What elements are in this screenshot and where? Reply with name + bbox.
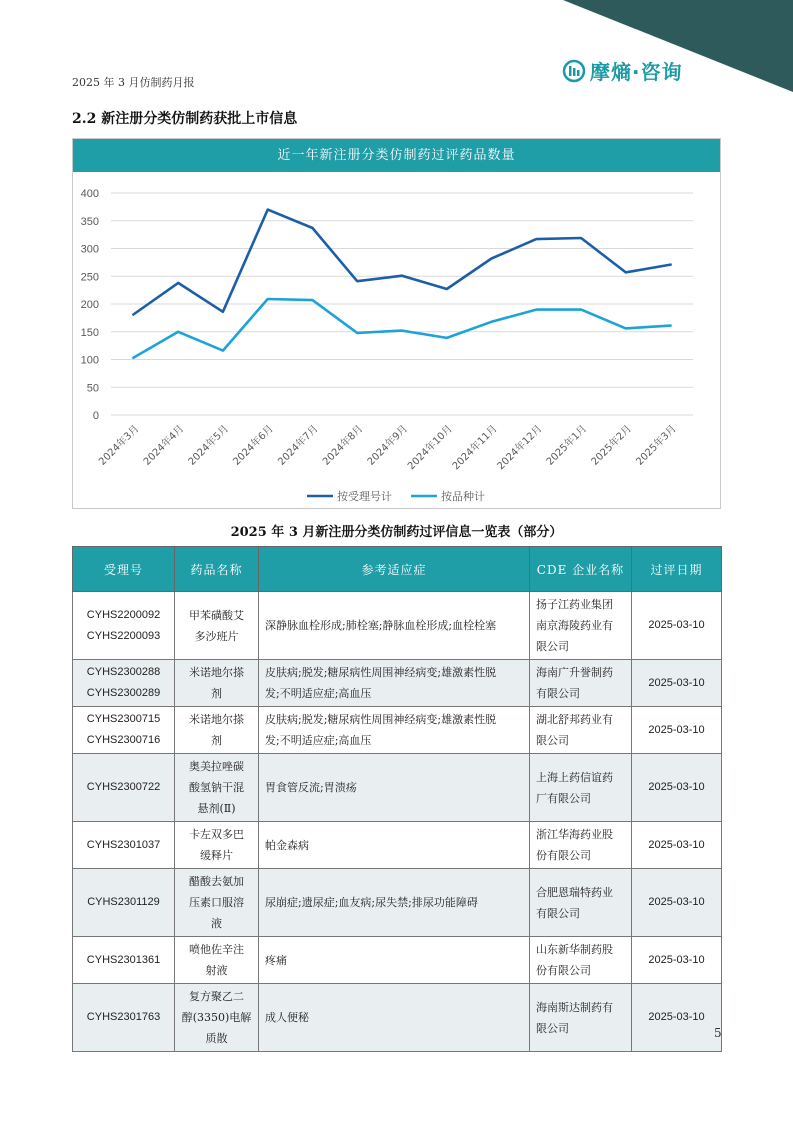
date-cell: 2025-03-10 <box>632 822 722 869</box>
indication-cell <box>259 707 530 754</box>
x-tick-label: 2024年6月 <box>231 423 276 468</box>
x-tick-label: 2024年9月 <box>365 423 411 468</box>
drug-name-cell-line: 射液 <box>205 964 228 977</box>
table-row <box>73 707 722 754</box>
company-cell-line: 南京海陵药业有 <box>536 619 613 632</box>
logo <box>562 56 683 85</box>
company-cell <box>530 984 632 1052</box>
indication-cell <box>259 869 530 937</box>
x-tick-label: 2024年11月 <box>450 423 500 473</box>
company-cell-line: 限公司 <box>536 734 569 747</box>
indication-cell-line: 成人便秘 <box>265 1011 309 1024</box>
acceptance-no-cell-line: CYHS2301361 <box>86 953 161 966</box>
legend-label: 按受理号计 <box>337 490 392 503</box>
drug-name-cell <box>175 592 259 660</box>
indication-cell <box>259 592 530 660</box>
y-tick-label: 200 <box>80 299 99 311</box>
table-row <box>73 869 722 937</box>
table-row <box>73 592 722 660</box>
drug-name-cell-line: 剂 <box>211 687 222 700</box>
drug-name-cell-line: 复方聚乙二 <box>189 990 244 1003</box>
indication-cell <box>259 984 530 1052</box>
indication-cell <box>259 822 530 869</box>
drug-name-cell-line: 米诺地尔搽 <box>189 713 244 726</box>
company-cell-line: 限公司 <box>536 640 569 653</box>
company-cell-line: 厂有限公司 <box>536 791 591 805</box>
company-cell-line: 浙江华海药业股 <box>536 828 613 841</box>
table-row <box>73 984 722 1052</box>
chart-container <box>72 138 721 509</box>
drug-name-cell-line: 压素口服溶 <box>189 896 244 909</box>
date-cell: 2025-03-10 <box>632 592 722 660</box>
drug-name-cell <box>175 660 259 707</box>
acceptance-no-cell-line: CYHS2301037 <box>86 838 161 851</box>
y-tick-label: 250 <box>80 271 99 284</box>
indication-cell-line: 发;不明适应症;高血压 <box>265 687 372 700</box>
drug-table <box>72 546 722 1052</box>
drug-name-cell-line: 酸氢钠干混 <box>189 781 244 794</box>
x-tick-label: 2025年3月 <box>634 423 679 468</box>
indication-cell-line: 皮肤病;脱发;糖尿病性周围神经病变;雄激素性脱 <box>265 666 497 679</box>
table-header-row <box>73 547 722 592</box>
drug-name-cell-line: 卡左双多巴 <box>189 828 244 841</box>
company-cell <box>530 754 632 822</box>
y-tick-label: 150 <box>80 326 99 339</box>
y-tick-label: 100 <box>80 354 99 367</box>
drug-name-cell-line: 多沙班片 <box>194 629 239 643</box>
x-tick-label: 2024年5月 <box>186 423 232 468</box>
company-cell-line: 份有限公司 <box>536 849 591 862</box>
indication-cell-line: 帕金森病 <box>265 838 309 852</box>
indication-cell-line: 尿崩症;遗尿症;血友病;尿失禁;排尿功能障碍 <box>265 896 478 909</box>
acceptance-no-cell-line: CYHS2200092 <box>86 608 161 621</box>
logo-icon <box>562 59 586 83</box>
acceptance-no-cell <box>73 822 175 869</box>
company-cell-line: 份有限公司 <box>536 964 591 977</box>
table-row <box>73 937 722 984</box>
drug-name-cell-line: 米诺地尔搽 <box>189 666 244 679</box>
indication-cell-line: 发;不明适应症;高血压 <box>265 734 372 747</box>
drug-name-cell-line: 悬剂(Ⅱ) <box>197 802 236 815</box>
logo-text: 摩熵·咨询 <box>590 60 683 84</box>
indication-cell-line: 胃食管反流;胃溃疡 <box>265 781 357 794</box>
drug-name-cell-line: 液 <box>211 917 222 930</box>
drug-name-cell <box>175 984 259 1052</box>
indication-cell <box>259 754 530 822</box>
drug-name-cell-line: 喷他佐辛注 <box>189 943 244 956</box>
col-header-date: 过评日期 <box>632 547 722 592</box>
acceptance-no-cell-line: CYHS2301129 <box>87 896 160 908</box>
report-header: 2025 年 3 月仿制药月报 <box>72 76 195 89</box>
acceptance-no-cell <box>73 937 175 984</box>
x-tick-label: 2025年1月 <box>544 423 590 468</box>
acceptance-no-cell-line: CYHS2301763 <box>86 1011 161 1023</box>
company-cell <box>530 937 632 984</box>
line-chart <box>73 172 722 509</box>
drug-name-cell <box>175 822 259 869</box>
company-cell-line: 限公司 <box>536 1021 569 1035</box>
x-tick-label: 2024年10月 <box>405 423 455 473</box>
indication-cell-line: 深静脉血栓形成;肺栓塞;静脉血栓形成;血栓栓塞 <box>265 619 497 632</box>
company-cell-line: 上海上药信谊药 <box>536 770 613 784</box>
drug-name-cell-line: 甲苯磺酸艾 <box>189 608 244 622</box>
x-tick-label: 2024年7月 <box>276 423 321 468</box>
drug-name-cell <box>175 869 259 937</box>
company-cell <box>530 822 632 869</box>
company-cell-line: 海南广升誉制药 <box>536 666 613 679</box>
company-cell-line: 湖北舒邦药业有 <box>536 713 613 726</box>
acceptance-no-cell <box>73 984 175 1052</box>
indication-cell <box>259 937 530 984</box>
company-cell <box>530 660 632 707</box>
table-row <box>73 822 722 869</box>
drug-name-cell-line: 醋酸去氨加 <box>189 875 244 888</box>
drug-name-cell-line: 醇(3350)电解 <box>181 1011 252 1024</box>
chart-title: 近一年新注册分类仿制药过评药品数量 <box>73 139 720 172</box>
y-tick-label: 300 <box>80 243 99 256</box>
col-header-acceptance-no: 受理号 <box>73 547 175 592</box>
y-tick-label: 0 <box>92 410 99 422</box>
indication-cell <box>259 660 530 707</box>
acceptance-no-cell <box>73 754 175 822</box>
acceptance-no-cell-line: CYHS2300289 <box>86 687 161 699</box>
company-cell-line: 海南斯达制药有 <box>536 1000 613 1014</box>
indication-cell-line: 疼痛 <box>265 953 287 967</box>
company-cell-line: 有限公司 <box>536 687 580 700</box>
acceptance-no-cell <box>73 869 175 937</box>
date-cell: 2025-03-10 <box>632 707 722 754</box>
col-header-company: CDE 企业名称 <box>530 547 632 592</box>
legend-label: 按品种计 <box>441 490 485 503</box>
acceptance-no-cell-line: CYHS2300722 <box>86 781 161 793</box>
acceptance-no-cell <box>73 707 175 754</box>
company-cell <box>530 869 632 937</box>
drug-name-cell-line: 奥美拉唑碳 <box>189 760 244 773</box>
col-header-indication: 参考适应症 <box>259 547 530 592</box>
col-header-drug-name: 药品名称 <box>175 547 259 592</box>
x-tick-label: 2024年3月 <box>97 423 142 468</box>
table-title: 2025 年 3 月新注册分类仿制药过评信息一览表（部分） <box>230 525 563 540</box>
drug-name-cell <box>175 707 259 754</box>
section-title: 2.2 新注册分类仿制药获批上市信息 <box>72 111 298 127</box>
y-tick-label: 50 <box>86 382 99 395</box>
acceptance-no-cell <box>73 660 175 707</box>
date-cell: 2025-03-10 <box>632 937 722 984</box>
indication-cell-line: 皮肤病;脱发;糖尿病性周围神经病变;雄激素性脱 <box>265 713 497 726</box>
company-cell-line: 扬子江药业集团 <box>536 598 613 611</box>
company-cell-line: 山东新华制药股 <box>536 943 613 956</box>
acceptance-no-cell-line: CYHS2300288 <box>86 666 161 678</box>
date-cell: 2025-03-10 <box>632 869 722 937</box>
x-tick-label: 2024年4月 <box>141 423 187 468</box>
series-line-1 <box>133 210 670 315</box>
date-cell: 2025-03-10 <box>632 660 722 707</box>
y-tick-label: 400 <box>80 188 99 200</box>
drug-name-cell-line: 质散 <box>205 1032 228 1045</box>
drug-name-cell <box>175 937 259 984</box>
acceptance-no-cell-line: CYHS2300715 <box>86 713 161 725</box>
acceptance-no-cell-line: CYHS2300716 <box>86 734 161 746</box>
company-cell-line: 合肥恩瑞特药业 <box>536 885 613 899</box>
date-cell: 2025-03-10 <box>632 754 722 822</box>
table-row <box>73 754 722 822</box>
company-cell <box>530 707 632 754</box>
series-line-2 <box>133 299 670 358</box>
x-tick-label: 2025年2月 <box>589 423 634 468</box>
acceptance-no-cell <box>73 592 175 660</box>
drug-name-cell-line: 缓释片 <box>200 849 233 862</box>
table-row <box>73 660 722 707</box>
company-cell <box>530 592 632 660</box>
drug-name-cell-line: 剂 <box>211 734 222 747</box>
page-number: 5 <box>714 1026 722 1040</box>
x-tick-label: 2024年8月 <box>320 423 366 468</box>
company-cell-line: 有限公司 <box>536 906 580 920</box>
drug-name-cell <box>175 754 259 822</box>
y-tick-label: 350 <box>80 215 99 228</box>
date-cell: 2025-03-10 <box>632 984 722 1052</box>
x-tick-label: 2024年12月 <box>495 423 545 473</box>
acceptance-no-cell-line: CYHS2200093 <box>86 629 161 642</box>
